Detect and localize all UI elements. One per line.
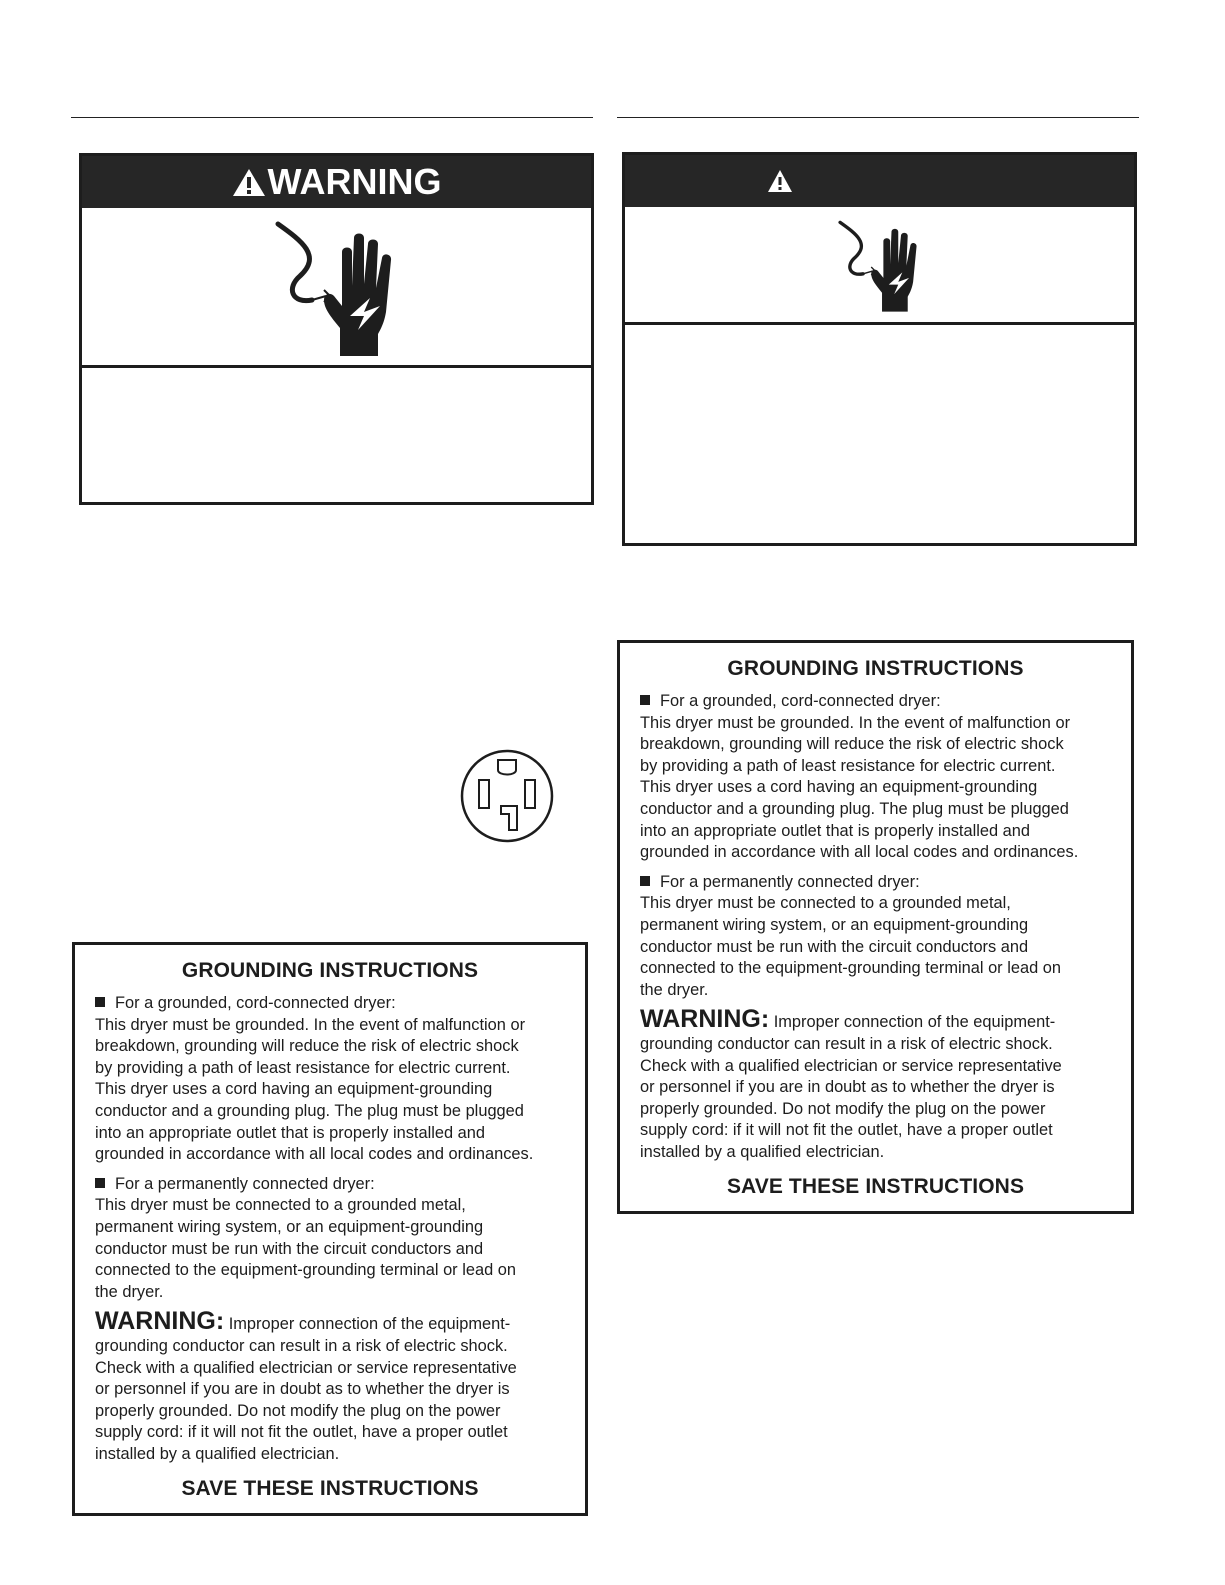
para-line: breakdown, grounding will reduce the risk of electric shock [95,1037,519,1056]
right-column-rule [617,117,1139,118]
warning-paragraph: WARNING: Improper connection of the equipment- [640,1005,1056,1034]
para-line: breakdown, grounding will reduce the risk of electric shock [640,735,1064,754]
para-line: This dryer must be connected to a grounded metal, [640,894,1011,913]
left-warning-icon-area [82,208,591,368]
square-bullet-icon [640,876,650,886]
bullet-cord-connected: For a grounded, cord-connected dryer: [640,691,1111,713]
warning-line: grounding conductor can result in a risk of electric shock. [95,1336,508,1355]
warning-line: installed by a qualified electrician. [640,1142,885,1161]
right-warning-header [625,155,1134,207]
left-warning-box [79,153,594,505]
warning-paragraph: WARNING: Improper connection of the equipment- [95,1307,511,1336]
para-line: the dryer. [640,980,709,999]
bullet-cord-connected: For a grounded, cord-connected dryer: [95,993,565,1015]
para-line: by providing a path of least resistance for electric current. [95,1058,511,1077]
four-prong-outlet-icon [459,748,555,844]
save-instructions: SAVE THESE INSTRUCTIONS [181,1477,479,1501]
warning-label: WARNING: [640,1005,770,1034]
warning-line: Check with a qualified electrician or service representative [95,1358,517,1377]
left-warning-title: WARNING [267,161,442,202]
warning-triangle-icon [767,169,793,193]
para-line: connected to the equipment-grounding terminal or lead on [640,959,1061,978]
para-line: This dryer uses a cord having an equipment-grounding [95,1080,493,1099]
square-bullet-icon [95,997,105,1007]
warning-line: installed by a qualified electrician. [95,1444,340,1463]
left-warning-header [82,156,591,208]
bullet-permanently-connected: For a permanently connected dryer: [95,1174,565,1196]
para-line: conductor and a grounding plug. The plug must be plugged [95,1101,524,1120]
warning-line: supply cord: if it will not fit the outlet, have a proper outlet [640,1121,1053,1140]
para-line: connected to the equipment-grounding terminal or lead on [95,1261,516,1280]
warning-triangle-icon [232,167,266,198]
save-instructions: SAVE THESE INSTRUCTIONS [726,1175,1025,1199]
right-warning-box [622,152,1137,546]
left-column-rule [71,117,593,118]
bullet-permanently-connected: For a permanently connected dryer: [640,872,1111,894]
electric-shock-hand-icon [835,217,925,313]
square-bullet-icon [640,695,650,705]
warning-line: Check with a qualified electrician or service representative [640,1056,1062,1075]
para-line: by providing a path of least resistance for electric current. [640,756,1056,775]
para-line: This dryer must be grounded. In the event of malfunction or [95,1015,526,1034]
warning-line: supply cord: if it will not fit the outlet, have a proper outlet [95,1423,508,1442]
para-line: This dryer uses a cord having an equipment-grounding [640,778,1038,797]
para-line: grounded in accordance with all local codes and ordinances. [640,843,1079,862]
para-line: into an appropriate outlet that is properly installed and [640,821,1030,840]
para-line: conductor must be run with the circuit conductors and [95,1239,484,1258]
warning-label: WARNING: [95,1307,225,1336]
warning-line: or personnel if you are in doubt as to whether the dryer is [95,1380,510,1399]
grounding-title: GROUNDING INSTRUCTIONS [727,657,1024,680]
para-line: into an appropriate outlet that is properly installed and [95,1123,485,1142]
right-warning-icon-area [625,207,1134,325]
warning-line: properly grounded. Do not modify the plug on the power [640,1099,1046,1118]
para-line: conductor and a grounding plug. The plug must be plugged [640,799,1069,818]
para-line: This dryer must be grounded. In the event of malfunction or [640,713,1071,732]
para-line: grounded in accordance with all local codes and ordinances. [95,1145,534,1164]
square-bullet-icon [95,1178,105,1188]
para-line: permanent wiring system, or an equipment-grounding [95,1217,484,1236]
para-line: conductor must be run with the circuit conductors and [640,937,1029,956]
warning-line: or personnel if you are in doubt as to whether the dryer is [640,1078,1055,1097]
grounding-instructions-left [72,942,588,1516]
para-line: permanent wiring system, or an equipment-grounding [640,915,1029,934]
warning-line: properly grounded. Do not modify the plug on the power [95,1401,501,1420]
grounding-title: GROUNDING INSTRUCTIONS [181,959,479,982]
para-line: This dryer must be connected to a grounded metal, [95,1196,466,1215]
grounding-instructions-right [617,640,1134,1214]
para-line: the dryer. [95,1282,164,1301]
warning-line: grounding conductor can result in a risk of electric shock. [640,1034,1053,1053]
electric-shock-hand-icon [272,216,402,358]
